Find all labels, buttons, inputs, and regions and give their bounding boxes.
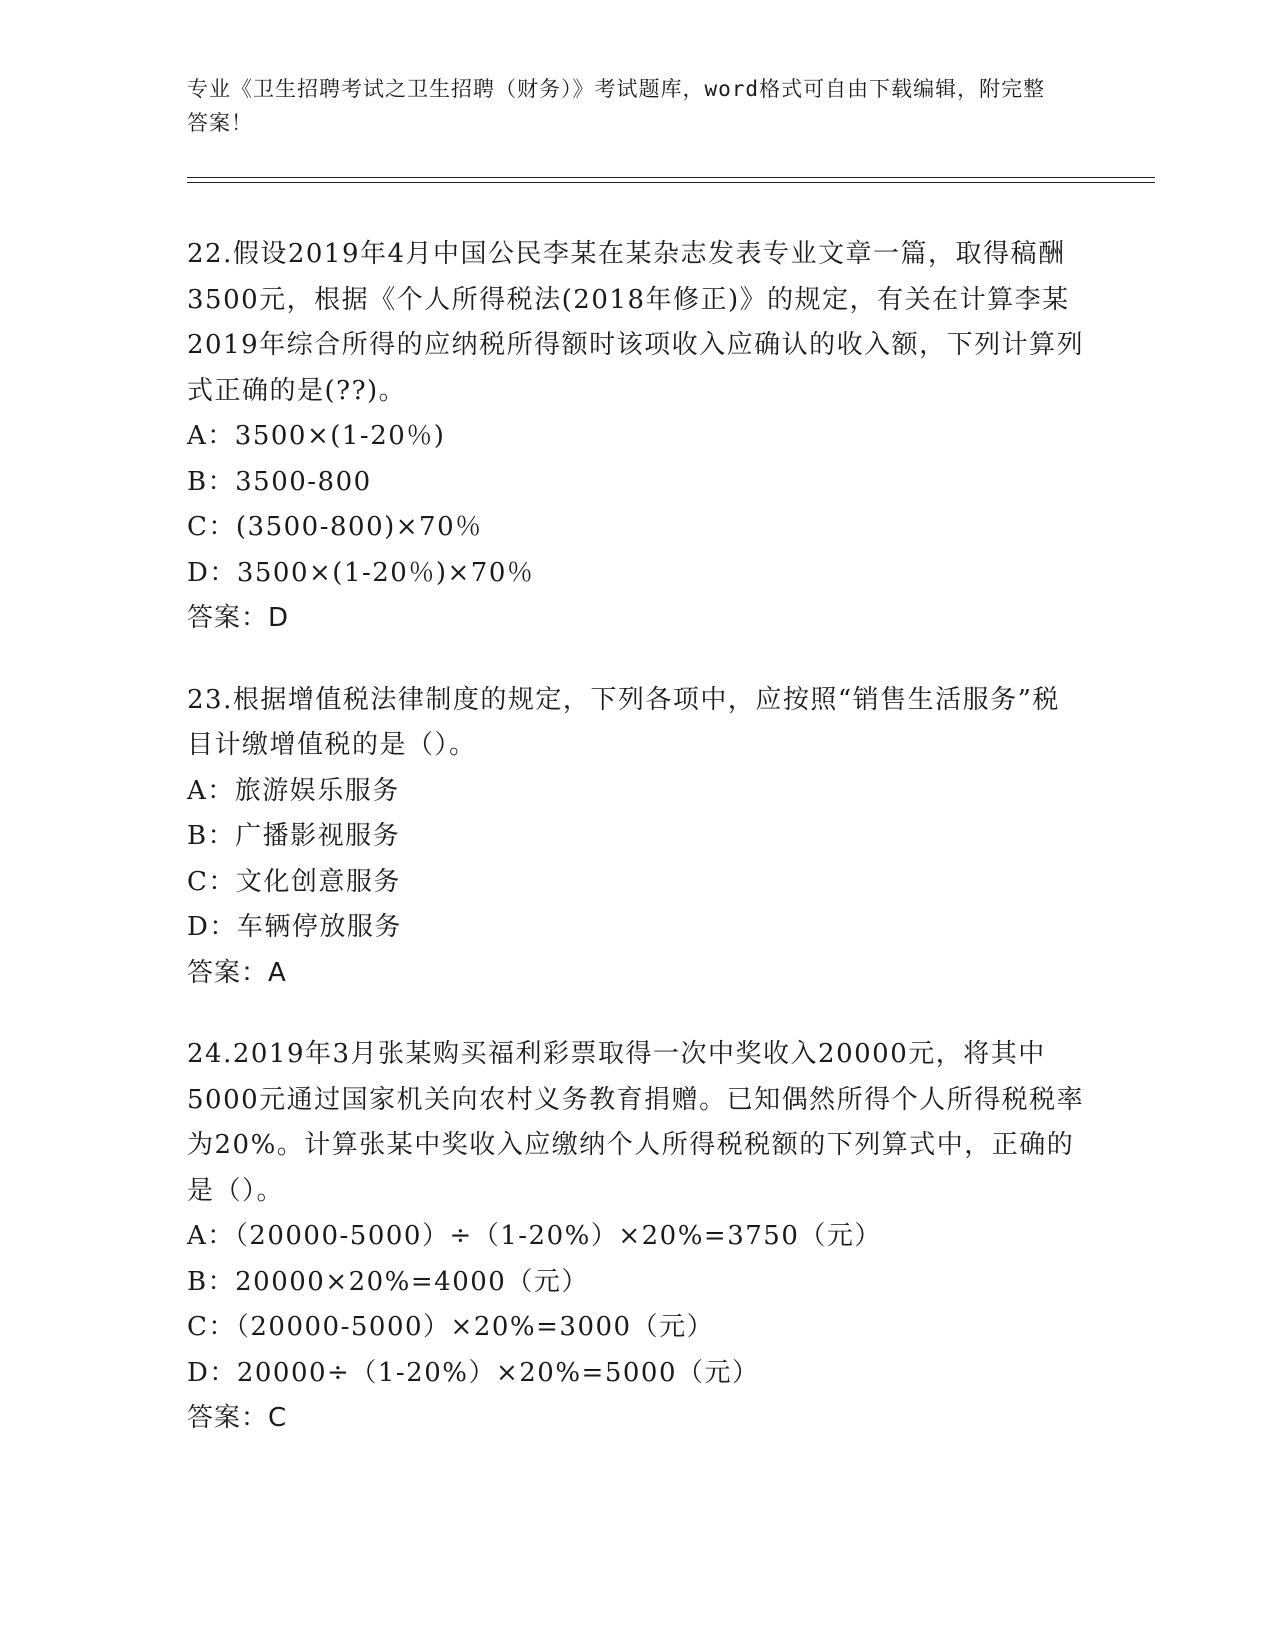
option-b: B：广播影视服务 (187, 821, 401, 851)
document-header (187, 72, 1067, 140)
option-d: D：20000÷（1-20%）×20%=5000（元） (187, 1357, 760, 1388)
answer-line: 答案：A (187, 957, 287, 988)
question-23 (187, 678, 1087, 997)
question-stem: 23.根据增值税法律制度的规定，下列各项中，应按照“销售生活服务”税目计缴增值税的是（）。 (187, 684, 1060, 760)
option-b: B：20000×20%=4000（元） (187, 1266, 589, 1297)
option-a: A：（20000-5000）÷（1-20%）×20%=3750（元） (187, 1221, 882, 1251)
option-d: D：车辆停放服务 (187, 912, 402, 942)
question-list (187, 232, 1087, 1478)
question-stem: 24.2019年3月张某购买福利彩票取得一次中奖收入20000元，将其中5000元通过国家机关向农村义务教育捐赠。已知偶然所得个人所得税税率为20%。计算张某中奖收入应缴纳个人所得税税额的下列算式中，正确的是（）。 (187, 1039, 1085, 1206)
answer-line: 答案：C (187, 1403, 288, 1433)
option-c: C：文化创意服务 (187, 866, 401, 897)
header-intro-text: 专业《卫生招聘考试之卫生招聘（财务）》考试题库，word格式可自由下载编辑，附完整答案！ (187, 77, 1046, 135)
question-22 (187, 232, 1087, 642)
option-a: A：3500×(1-20％) (187, 421, 446, 451)
option-b: B：3500-800 (187, 466, 372, 497)
option-d: D：3500×(1-20％)×70％ (187, 557, 535, 588)
question-24 (187, 1032, 1087, 1442)
option-c: C：(3500-800)×70％ (187, 512, 483, 542)
option-c: C：（20000-5000）×20%=3000（元） (187, 1312, 715, 1342)
header-divider-bottom (187, 182, 1155, 183)
answer-line: 答案：D (187, 603, 290, 633)
question-stem: 22.假设2019年4月中国公民李某在某杂志发表专业文章一篇，取得稿酬3500元，根据《个人所得税法(2018年修正)》的规定，有关在计算李某2019年综合所得的应纳税所得额时该项收入应确认的收入额，下列计算列式正确的是(??)。 (187, 239, 1085, 406)
option-a: A：旅游娱乐服务 (187, 775, 400, 806)
header-divider-top (187, 177, 1155, 178)
